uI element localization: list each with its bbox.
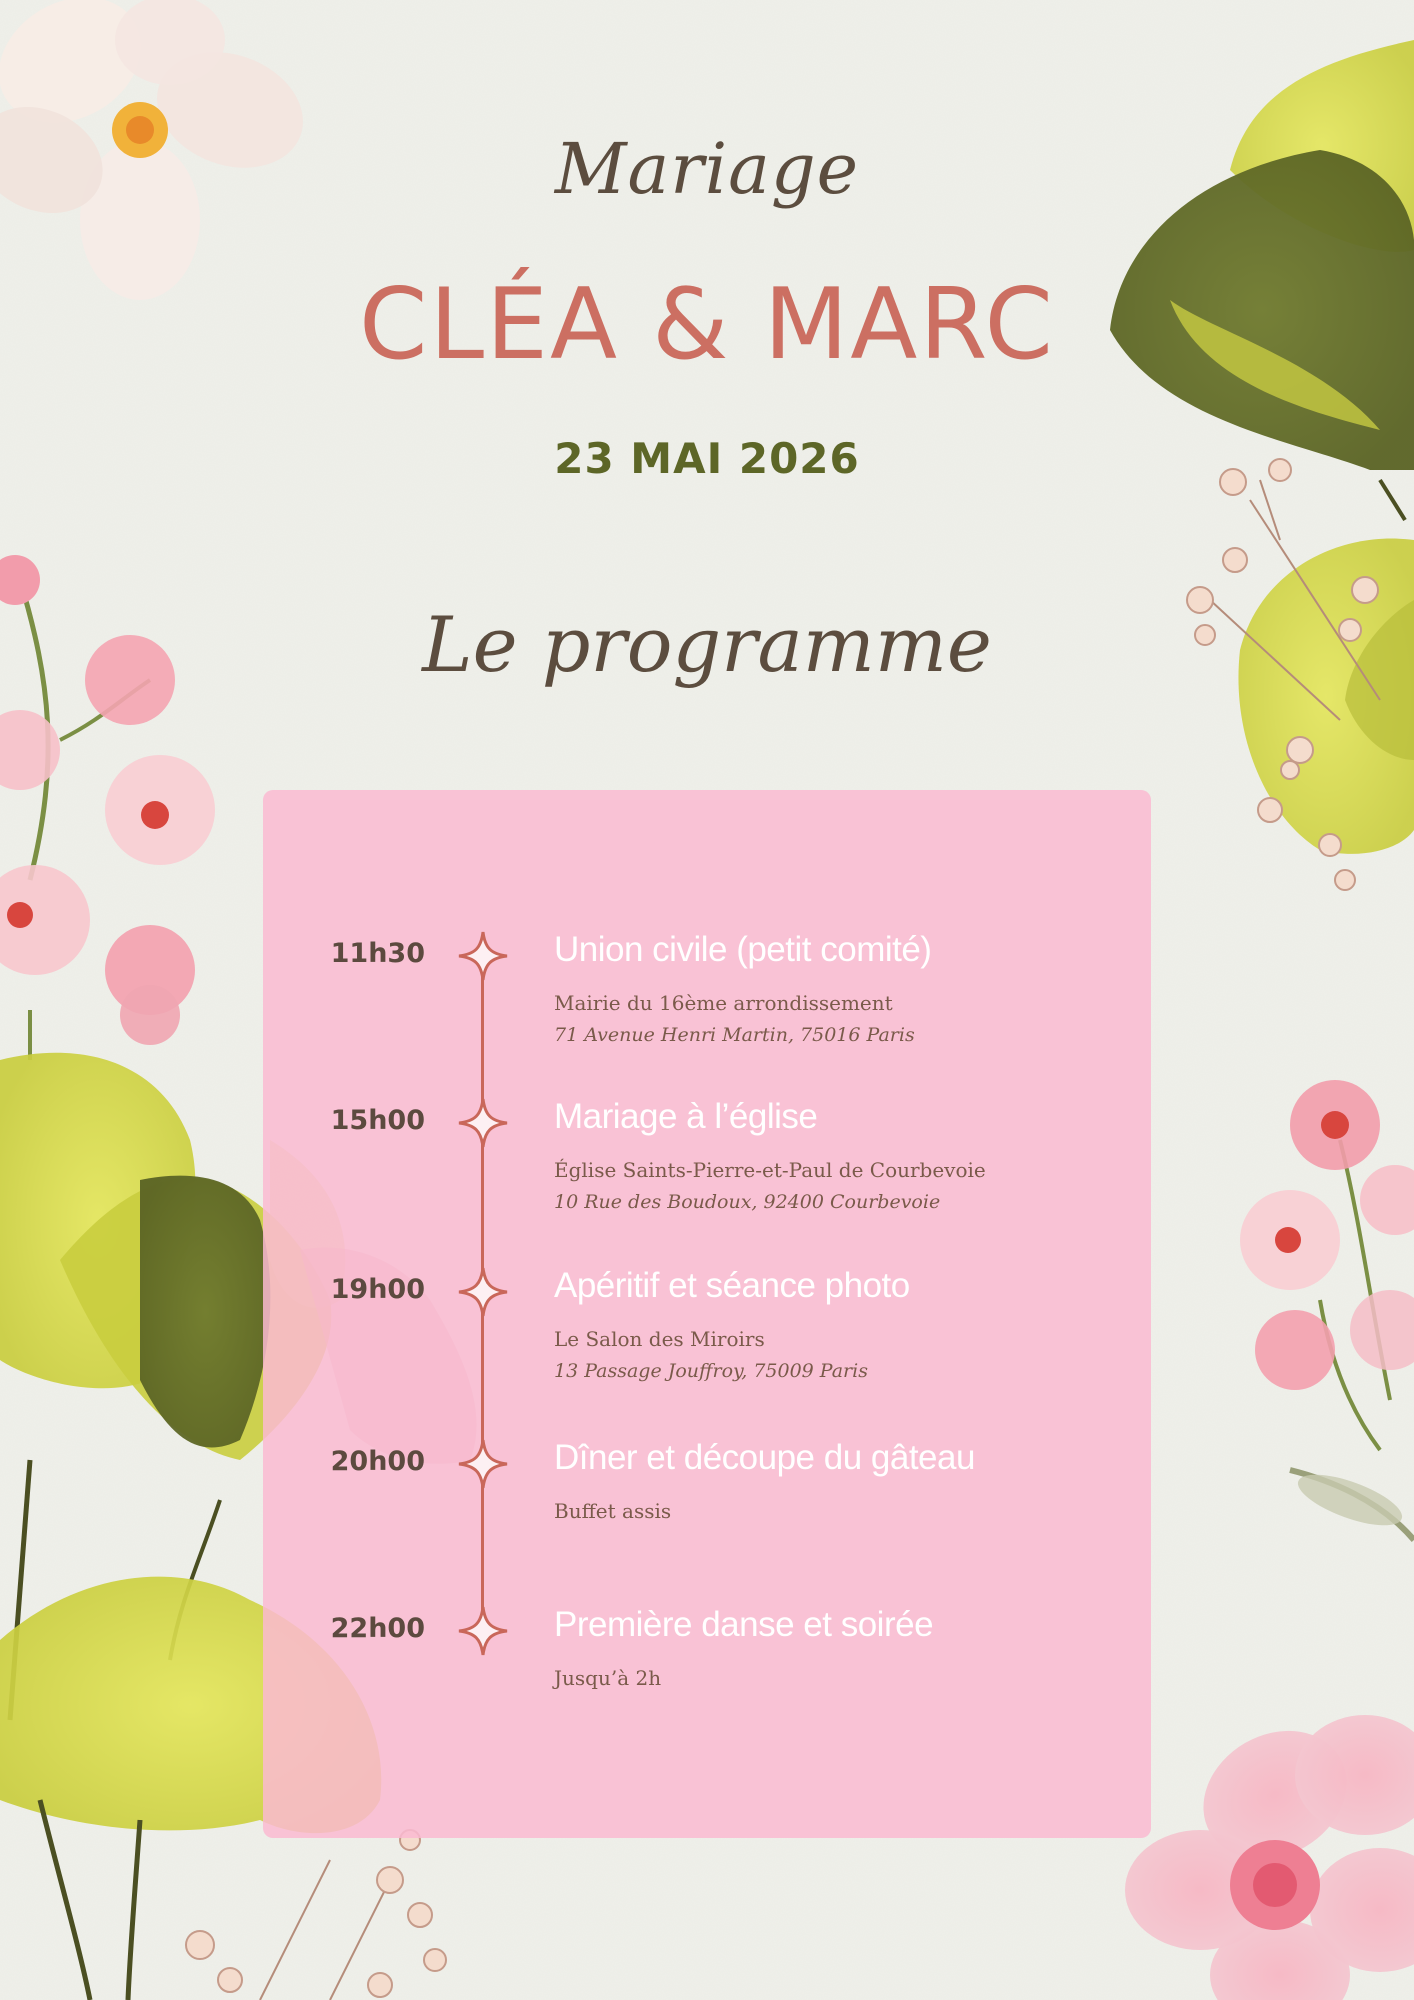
event-time: 19h00 <box>330 1274 425 1305</box>
sparkle-icon <box>457 1266 509 1318</box>
event-title: Union civile (petit comité) <box>554 930 932 969</box>
sparkle-icon <box>457 1438 509 1490</box>
event-time: 20h00 <box>330 1446 425 1477</box>
wedding-date: 23 MAI 2026 <box>554 434 860 483</box>
sparkle-icon <box>457 930 509 982</box>
event-address: 13 Passage Jouffroy, 75009 Paris <box>554 1360 868 1382</box>
event-time: 11h30 <box>330 938 425 969</box>
event-time: 22h00 <box>330 1613 425 1644</box>
pink-flower <box>1125 1706 1414 2000</box>
event-title: Dîner et découpe du gâteau <box>554 1438 975 1477</box>
couple-names: CLÉA & MARC <box>359 268 1055 382</box>
event-venue: Buffet assis <box>554 1499 672 1523</box>
event-time: 15h00 <box>330 1105 425 1136</box>
event-title: Mariage à l’église <box>554 1097 818 1136</box>
event-venue: Église Saints-Pierre-et-Paul de Courbevoie <box>554 1158 986 1182</box>
programme-title: Le programme <box>422 600 992 689</box>
event-address: 10 Rue des Boudoux, 92400 Courbevoie <box>554 1191 941 1213</box>
sparkle-icon <box>457 1605 509 1657</box>
subtitle-mariage: Mariage <box>554 128 860 210</box>
event-address: 71 Avenue Henri Martin, 75016 Paris <box>554 1024 915 1046</box>
pink-blossom-sprigs-right <box>1240 1080 1414 1540</box>
event-title: Apéritif et séance photo <box>554 1266 910 1305</box>
event-title: Première danse et soirée <box>554 1605 934 1644</box>
event-venue: Jusqu’à 2h <box>554 1666 662 1690</box>
baby-breath-sprigs-bottom-left <box>186 1830 446 2000</box>
event-venue: Le Salon des Miroirs <box>554 1327 765 1351</box>
sparkle-icon <box>457 1097 509 1149</box>
event-venue: Mairie du 16ème arrondissement <box>554 991 893 1015</box>
